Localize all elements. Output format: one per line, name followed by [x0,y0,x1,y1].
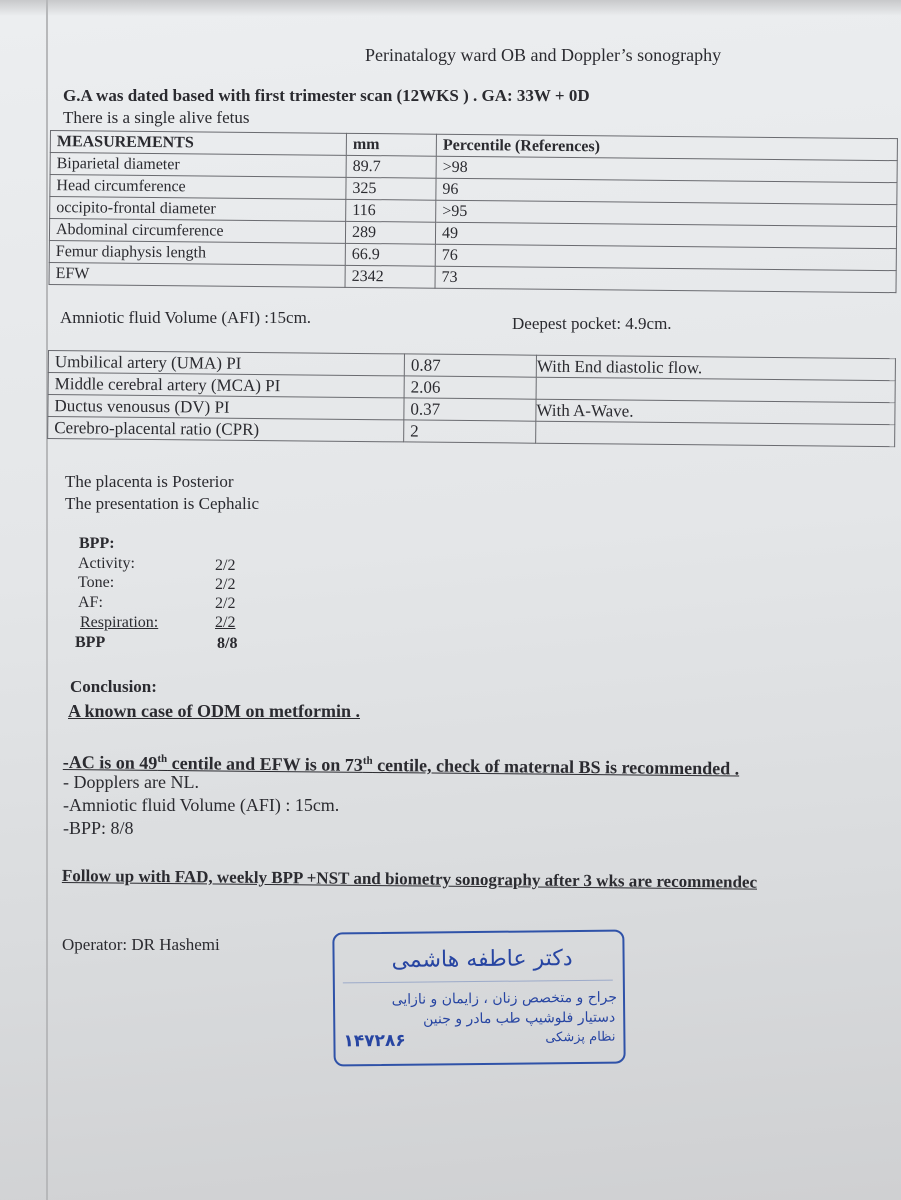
follow-up-line: Follow up with FAD, weekly BPP +NST and biometry sonography after 3 wks are recommendec [61,866,758,892]
measurement-name: Biparietal diameter [50,153,346,178]
doppler-name: Middle cerebral artery (MCA) PI [48,373,404,398]
header-measurements: MEASUREMENTS [50,131,346,156]
afi-text: Amniotic fluid Volume (AFI) :15cm. [60,308,312,327]
report-header: Perinatalogy ward OB and Doppler’s sonography [365,45,722,65]
measurement-percentile: >98 [436,156,897,182]
conclusion-bpp: -BPP: 8/8 [63,818,134,838]
measurement-percentile: 96 [436,178,897,204]
paper-crease [0,0,901,16]
stamp-specialty: جراح و متخصص زنان ، زایمان و نازایی [391,989,618,1008]
presentation-text: The presentation is Cephalic [65,494,260,513]
measurements-table [49,130,898,293]
measurement-mm: 116 [346,199,436,222]
bpp-total-value: 8/8 [217,635,238,652]
bpp-label: Tone: [78,574,115,591]
measurement-percentile: 49 [435,222,896,248]
operator-text: Operator: DR Hashemi [62,935,220,954]
doppler-name: Ductus venousus (DV) PI [48,395,404,420]
measurement-mm: 89.7 [346,155,436,178]
findings-block [65,471,259,515]
doppler-note [536,421,895,446]
bpp-value: 2/2 [215,576,236,593]
bpp-value: 2/2 [215,557,236,574]
doppler-table [47,350,896,447]
stamp-number: ۱۴۷۲۸۶ [343,1030,406,1052]
efw-suffix: th [362,754,373,767]
measurement-mm: 325 [346,177,436,200]
doppler-value: 0.37 [404,398,536,421]
conclusion-line: A known case of ODM on metformin . [68,701,360,721]
ac-text: -AC is on 49 [62,751,158,773]
bpp-title: BPP: [79,535,115,552]
deepest-pocket-text: Deepest pocket: 4.9cm. [512,314,672,333]
margin-line [46,0,48,1200]
measurement-mm: 66.9 [345,243,435,266]
conclusion-title: Conclusion: [70,677,157,696]
measurement-name: Head circumference [50,175,346,200]
doppler-note: With End diastolic flow. [536,355,895,380]
bpp-label: Respiration: [80,614,159,631]
stamp-fellowship: دستیار فلوشیپ طب مادر و جنین [423,1009,616,1028]
measurement-percentile: >95 [436,200,897,226]
gestational-age-line: G.A was dated based with first trimester scan (12WKS ) . GA: 33W + 0D [63,86,590,105]
placenta-text: The placenta is Posterior [65,472,234,491]
conclusion-dopplers: - Dopplers are NL. [63,772,199,792]
measurement-name: Femur diaphysis length [49,240,345,265]
doppler-value: 2.06 [404,376,536,399]
measurement-mm: 289 [345,221,435,244]
measurement-mm: 2342 [345,265,435,288]
stamp-name: دکتر عاطفه هاشمی [391,946,573,973]
measurement-name: occipito-frontal diameter [50,197,346,222]
doppler-name: Umbilical artery (UMA) PI [48,351,404,376]
doppler-note: With A-Wave. [536,399,895,424]
recommend-text: centile, check of maternal BS is recommended . [372,754,740,779]
fetus-status: There is a single alive fetus [63,108,250,127]
header-percentile: Percentile (References) [436,134,897,160]
bpp-total-label: BPP [75,634,106,651]
measurement-name: Abdominal circumference [49,219,345,244]
doctor-stamp [332,929,625,1066]
doppler-name: Cerebro-placental ratio (CPR) [48,417,404,442]
conclusion-afi: -Amniotic fluid Volume (AFI) : 15cm. [63,795,340,815]
bpp-value: 2/2 [215,614,236,631]
ac-suffix: th [157,752,168,766]
stamp-underline [343,980,613,984]
bpp-label: AF: [78,594,103,611]
measurement-percentile: 73 [435,266,896,292]
bpp-label: Activity: [78,555,135,572]
stamp-council-label: نظام پزشکی [545,1029,616,1046]
measurement-percentile: 76 [435,244,896,270]
efw-text: centile and EFW is on 73 [167,753,363,775]
measurement-name: EFW [49,262,345,287]
doppler-value: 0.87 [404,354,536,377]
bpp-value: 2/2 [215,595,236,612]
header-mm: mm [346,133,436,156]
doppler-value: 2 [404,420,536,443]
